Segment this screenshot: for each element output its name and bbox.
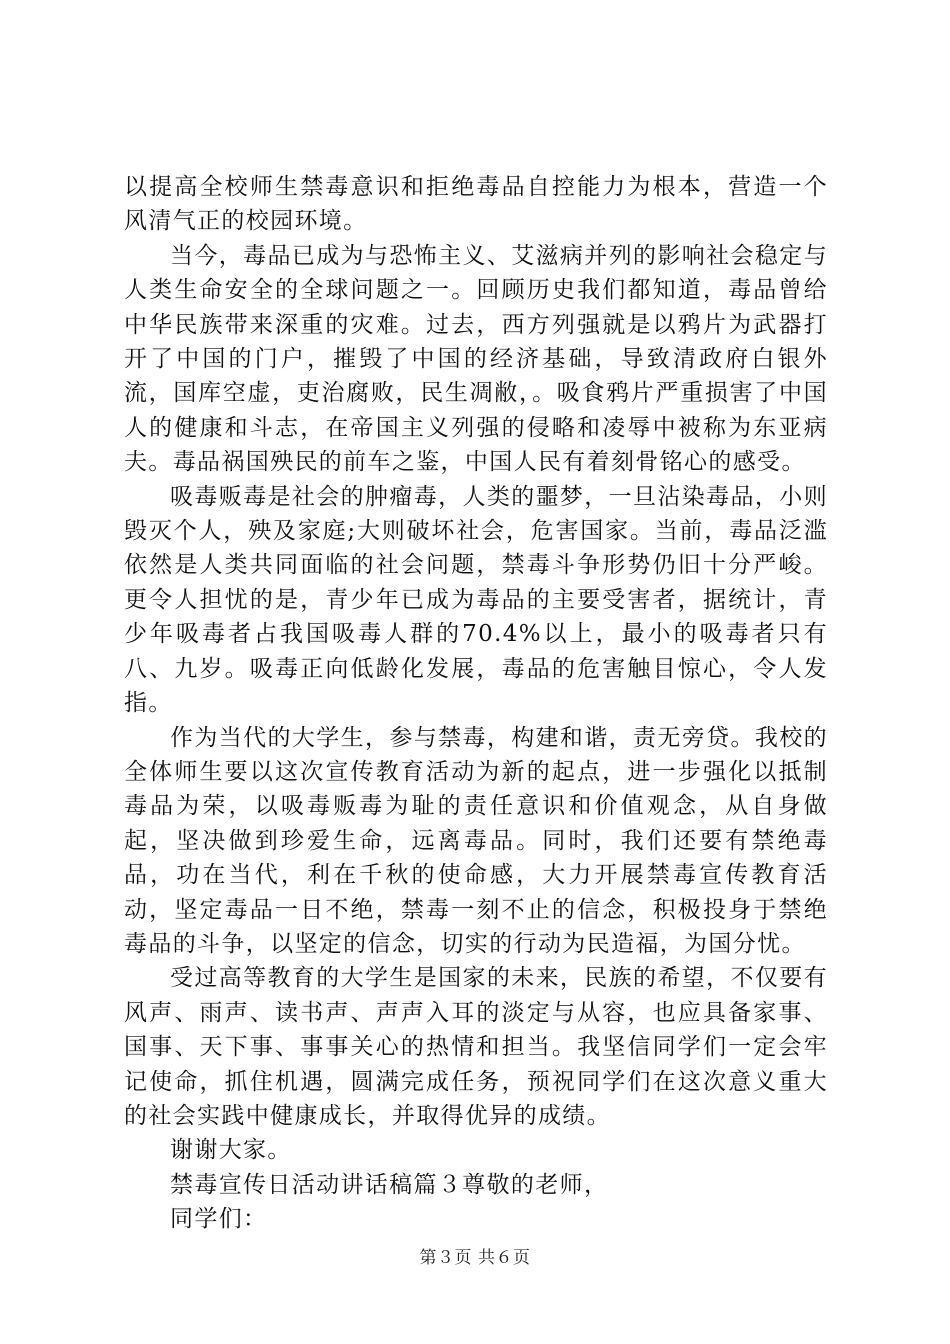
paragraph-drug-history: 当今，毒品已成为与恐怖主义、艾滋病并列的影响社会稳定与人类生命安全的全球问题之一。回顾历史我们都知道，毒品曾给中华民族带来深重的灾难。过去，西方列强就是以鸦片为武器打开了中国的门户，摧毁了中国的经济基础，导致清政府白银外流，国库空虚，吏治腐败，民生凋敝，。吸食鸦片严重损害了中国人的健康和斗志，在帝国主义列强的侵略和凌辱中被称为东亚病夫。毒品祸国殃民的前车之鉴，中国人民有着刻骨铭心的感受。 [124,242,828,476]
page-number-footer: 第３页 共６页 [419,1248,531,1268]
document-body [124,170,828,1237]
paragraph-next-speech-title: 禁毒宣传日活动讲话稿篇３尊敬的老师， [170,1171,609,1198]
paragraph-drug-harm: 吸毒贩毒是社会的肿瘤毒，人类的噩梦，一旦沾染毒品，小则毁灭个人，殃及家庭;大则破坏社会，危害国家。当前，毒品泛滥依然是人类共同面临的社会问题，禁毒斗争形势仍旧十分严峻。更令人担忧的是，青少年已成为毒品的主要受害者，据统计，青少年吸毒者占我国吸毒人群的70.4%以上，最小的吸毒者只有八、九岁。吸毒正向低龄化发展，毒品的危害触目惊心，令人发指。 [124,483,828,717]
paragraph-student-duty: 作为当代的大学生，参与禁毒，构建和谐，责无旁贷。我校的全体师生要以这次宣传教育活动为新的起点，进一步强化以抵制毒品为荣，以吸毒贩毒为耻的责任意识和价值观念，从自身做起，坚决做到珍爱生命，远离毒品。同时，我们还要有禁绝毒品，功在当代，利在千秋的使命感，大力开展禁毒宣传教育活动，坚定毒品一日不绝，禁毒一刻不止的信念，积极投身于禁绝毒品的斗争，以坚定的信念，切实的行动为民造福，为国分忧。 [124,724,828,957]
paragraph-continuation: 以提高全校师生禁毒意识和拒绝毒品自控能力为根本，营造一个风清气正的校园环境。 [124,174,828,235]
paragraph-thanks: 谢谢大家。 [170,1137,292,1164]
paragraph-expectation: 受过高等教育的大学生是国家的未来，民族的希望，不仅要有风声、雨声、读书声、声声入耳的淡定与从容，也应具备家事、国事、天下事、事事关心的热情和担当。我坚信同学们一定会牢记使命，抓住机遇，圆满完成任务，预祝同学们在这次意义重大的社会实践中健康成长，并取得优异的成绩。 [124,965,828,1129]
paragraph-greeting: 同学们： [170,1206,268,1233]
